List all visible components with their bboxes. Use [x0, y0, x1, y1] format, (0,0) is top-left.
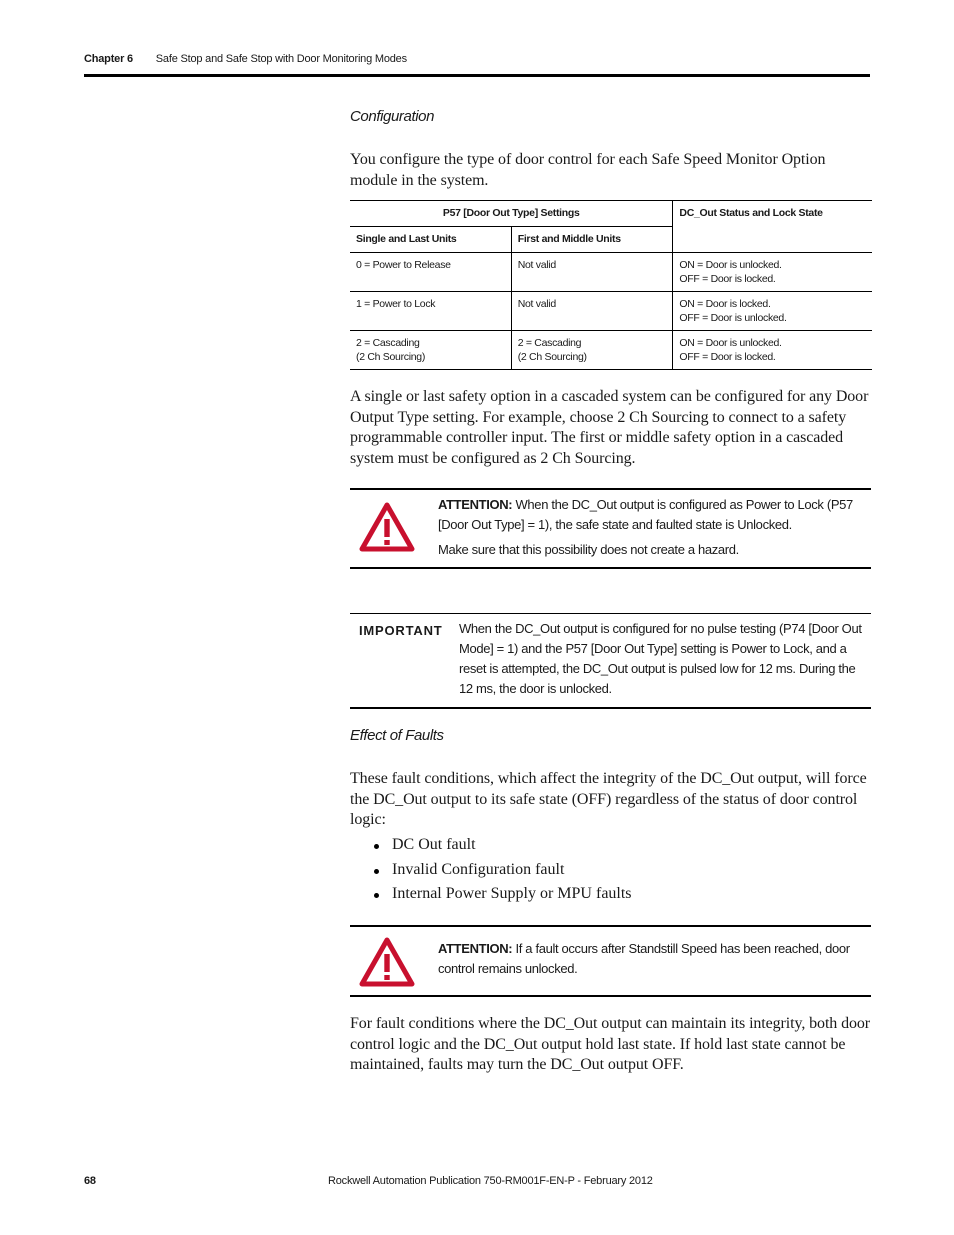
table-row: [350, 253, 872, 292]
important-label: IMPORTANT: [359, 623, 443, 638]
table-row: [350, 331, 872, 370]
chapter-label: Chapter 6: [84, 53, 133, 65]
closing-paragraph: For fault conditions where the DC_Out output can maintain its integrity, both door control logic and the DC_Out output hold last state. If hold last state cannot be maintained, faults may turn the DC_Out output OFF.: [350, 1015, 871, 1073]
cell-line: ON = Door is unlocked.: [679, 259, 782, 271]
warning-icon: [359, 937, 415, 987]
table-group-header: P57 [Door Out Type] Settings: [350, 201, 673, 227]
cell-line: (2 Ch Sourcing): [356, 351, 426, 363]
cell-line: OFF = Door is locked.: [679, 351, 776, 363]
attention-box: [350, 925, 871, 997]
door-out-type-table: [350, 200, 872, 370]
publication-info: Rockwell Automation Publication 750-RM001F-EN-P - February 2012: [328, 1175, 653, 1187]
configuration-intro: You configure the type of door control for each Safe Speed Monitor Option module in the system.: [350, 151, 826, 189]
cell-line: OFF = Door is unlocked.: [679, 312, 787, 324]
cell-line: 2 = Cascading: [356, 337, 420, 349]
cell-line: OFF = Door is locked.: [679, 273, 776, 285]
attention-label: ATTENTION:: [438, 941, 513, 956]
list-item: Internal Power Supply or MPU faults: [372, 884, 632, 909]
table-row: [350, 292, 872, 331]
table-col1-header: Single and Last Units: [350, 227, 511, 253]
fault-list: [372, 835, 632, 909]
table-status-header: DC_Out Status and Lock State: [673, 201, 872, 253]
page-header: [84, 53, 407, 65]
attention-box: [350, 488, 871, 569]
attention-label: ATTENTION:: [438, 497, 513, 512]
important-text: When the DC_Out output is configured for no pulse testing (P74 [Door Out Mode] = 1) and the P57 [Door Out Type] setting is Power to Lock, and a reset is attempted, the DC_Out output is pulsed low for 12 ms. During the 12 ms, the door is unlocked.: [459, 621, 862, 696]
attention-text: [438, 939, 871, 979]
cell-line: Not valid: [517, 298, 556, 310]
section-title-configuration: Configuration: [350, 108, 435, 125]
page-number: 68: [84, 1175, 96, 1187]
header-rule: [84, 74, 870, 77]
cell-line: Not valid: [517, 259, 556, 271]
important-box: [350, 613, 871, 709]
attention-message: When the DC_Out output is configured as Power to Lock (P57 [Door Out Type] = 1), the safe state and faulted state is Unlocked.: [438, 497, 853, 532]
cell-line: ON = Door is unlocked.: [679, 337, 782, 349]
attention-text: [438, 495, 871, 560]
list-item: Invalid Configuration fault: [372, 860, 632, 885]
list-item: DC Out fault: [372, 835, 632, 860]
table-col2-header: First and Middle Units: [511, 227, 673, 253]
cell-line: 2 = Cascading: [517, 337, 582, 349]
faults-intro: These fault conditions, which affect the integrity of the DC_Out output, will force the DC_Out output to its safe state (OFF) regardless of the status of door control logic:: [350, 770, 867, 828]
warning-icon: [359, 502, 415, 552]
cascade-paragraph: A single or last safety option in a cascaded system can be configured for any Door Output Type setting. For example, choose 2 Ch Sourcing to connect to a safety programmable controller input. The first or middle safety option in a cascaded system must be configured as 2 Ch Sourcing.: [350, 388, 869, 467]
section-title-faults: Effect of Faults: [350, 727, 444, 744]
cell-line: 1 = Power to Lock: [356, 298, 436, 310]
attention-note: Make sure that this possibility does not create a hazard.: [438, 542, 739, 557]
cell-line: 0 = Power to Release: [356, 259, 451, 271]
attention-message: If a fault occurs after Standstill Speed has been reached, door control remains unlocked.: [438, 941, 850, 976]
cell-line: (2 Ch Sourcing): [517, 351, 587, 363]
cell-line: ON = Door is locked.: [679, 298, 771, 310]
chapter-title: Safe Stop and Safe Stop with Door Monitoring Modes: [155, 53, 407, 65]
